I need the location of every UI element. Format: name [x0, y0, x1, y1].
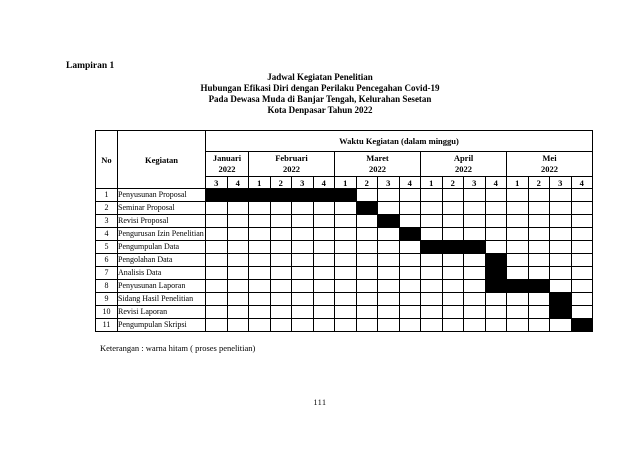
gantt-cell — [485, 189, 507, 202]
gantt-cell — [292, 202, 314, 215]
gantt-cell — [507, 189, 529, 202]
gantt-cell — [227, 228, 249, 241]
gantt-cell — [464, 280, 486, 293]
gantt-cell — [270, 202, 292, 215]
week-number: 3 — [206, 177, 228, 189]
title-line-4: Kota Denpasar Tahun 2022 — [267, 105, 373, 115]
appendix-label: Lampiran 1 — [66, 61, 115, 71]
gantt-cell — [227, 280, 249, 293]
gantt-cell — [227, 202, 249, 215]
gantt-cell — [442, 319, 464, 332]
gantt-cell — [206, 293, 228, 306]
gantt-cell — [292, 293, 314, 306]
table-row — [96, 215, 593, 228]
month-year: 2022 — [218, 164, 236, 174]
gantt-cell — [399, 254, 421, 267]
gantt-cell — [399, 202, 421, 215]
gantt-cell — [571, 189, 593, 202]
gantt-cell-filled — [292, 189, 314, 202]
gantt-cell — [421, 267, 443, 280]
gantt-cell — [507, 202, 529, 215]
gantt-cell — [528, 319, 550, 332]
gantt-cell — [335, 306, 357, 319]
gantt-cell — [571, 241, 593, 254]
gantt-cell-filled — [378, 215, 400, 228]
gantt-cell — [335, 215, 357, 228]
week-number: 4 — [399, 177, 421, 189]
gantt-cell — [335, 202, 357, 215]
week-number: 4 — [571, 177, 593, 189]
gantt-cell — [227, 267, 249, 280]
gantt-cell — [356, 293, 378, 306]
week-number: 4 — [485, 177, 507, 189]
month-name: Mei — [542, 153, 557, 163]
gantt-cell — [421, 319, 443, 332]
gantt-cell — [206, 254, 228, 267]
row-number: 6 — [96, 254, 118, 267]
gantt-cell — [464, 254, 486, 267]
gantt-cell — [378, 241, 400, 254]
gantt-cell — [550, 189, 572, 202]
gantt-cell — [528, 254, 550, 267]
gantt-cell — [378, 189, 400, 202]
activity-label: Penyusunan Proposal — [118, 189, 206, 202]
title-line-3: Pada Dewasa Muda di Banjar Tengah, Kelurahan Sesetan — [208, 94, 432, 104]
month-year: 2022 — [369, 164, 386, 174]
week-number: 1 — [249, 177, 271, 189]
gantt-cell-filled — [313, 189, 335, 202]
gantt-cell — [442, 306, 464, 319]
gantt-cell-filled — [270, 189, 292, 202]
activity-label: Analisis Data — [118, 267, 206, 280]
gantt-cell — [206, 319, 228, 332]
gantt-cell — [442, 189, 464, 202]
gantt-cell — [485, 319, 507, 332]
gantt-cell — [550, 280, 572, 293]
gantt-cell-filled — [356, 202, 378, 215]
gantt-cell — [550, 215, 572, 228]
week-number: 4 — [227, 177, 249, 189]
gantt-cell — [485, 228, 507, 241]
gantt-cell — [270, 306, 292, 319]
row-number: 4 — [96, 228, 118, 241]
gantt-cell — [227, 319, 249, 332]
week-number: 3 — [550, 177, 572, 189]
gantt-cell — [399, 267, 421, 280]
gantt-cell — [249, 202, 271, 215]
table-row — [96, 228, 593, 241]
gantt-cell — [249, 215, 271, 228]
gantt-cell — [227, 254, 249, 267]
gantt-cell — [292, 228, 314, 241]
gantt-cell — [270, 254, 292, 267]
gantt-cell — [378, 293, 400, 306]
gantt-cell — [356, 241, 378, 254]
gantt-cell — [378, 202, 400, 215]
table-row — [96, 280, 593, 293]
gantt-cell — [421, 215, 443, 228]
gantt-cell — [571, 215, 593, 228]
gantt-cell — [550, 228, 572, 241]
gantt-cell — [227, 306, 249, 319]
gantt-cell — [550, 202, 572, 215]
gantt-cell — [292, 280, 314, 293]
gantt-cell — [270, 267, 292, 280]
gantt-cell — [399, 293, 421, 306]
gantt-cell-filled — [206, 189, 228, 202]
gantt-cell — [313, 267, 335, 280]
gantt-cell — [206, 280, 228, 293]
gantt-cell — [206, 228, 228, 241]
gantt-cell-filled — [335, 189, 357, 202]
gantt-cell — [335, 228, 357, 241]
gantt-cell — [442, 293, 464, 306]
gantt-cell — [270, 215, 292, 228]
week-number: 1 — [421, 177, 443, 189]
gantt-cell-filled — [485, 254, 507, 267]
gantt-cell — [464, 202, 486, 215]
gantt-cell — [464, 293, 486, 306]
page-number: 111 — [313, 398, 327, 407]
gantt-cell — [421, 228, 443, 241]
gantt-cell — [292, 254, 314, 267]
gantt-cell — [249, 228, 271, 241]
gantt-cell — [421, 280, 443, 293]
gantt-cell — [249, 254, 271, 267]
table-row — [96, 254, 593, 267]
month-header — [507, 152, 593, 177]
gantt-cell — [313, 215, 335, 228]
activity-label: Seminar Proposal — [118, 202, 206, 215]
gantt-cell — [292, 215, 314, 228]
month-header — [335, 152, 421, 177]
gantt-cell-filled — [464, 241, 486, 254]
gantt-cell — [313, 228, 335, 241]
gantt-cell — [399, 215, 421, 228]
gantt-cell — [442, 280, 464, 293]
gantt-cell — [464, 189, 486, 202]
gantt-cell — [550, 254, 572, 267]
table-row — [96, 202, 593, 215]
gantt-cell — [206, 306, 228, 319]
gantt-cell — [292, 241, 314, 254]
gantt-cell-filled — [507, 280, 529, 293]
month-name: April — [453, 153, 474, 163]
gantt-cell — [399, 241, 421, 254]
gantt-cell — [464, 215, 486, 228]
gantt-cell-filled — [399, 228, 421, 241]
row-number: 2 — [96, 202, 118, 215]
gantt-cell — [507, 306, 529, 319]
gantt-cell — [378, 267, 400, 280]
gantt-cell — [335, 319, 357, 332]
table-row — [96, 306, 593, 319]
month-header — [206, 152, 249, 177]
gantt-cell — [356, 267, 378, 280]
gantt-cell — [571, 306, 593, 319]
gantt-cell — [485, 306, 507, 319]
gantt-cell — [292, 306, 314, 319]
gantt-cell — [249, 293, 271, 306]
gantt-cell — [378, 228, 400, 241]
gantt-cell — [335, 267, 357, 280]
col-header-time: Waktu Kegiatan (dalam minggu) — [206, 131, 593, 152]
gantt-cell — [442, 202, 464, 215]
gantt-cell — [378, 306, 400, 319]
gantt-cell — [485, 202, 507, 215]
gantt-cell — [421, 189, 443, 202]
document-title — [0, 72, 640, 116]
gantt-cell — [571, 228, 593, 241]
col-header-no: No — [96, 131, 118, 189]
gantt-cell-filled — [421, 241, 443, 254]
week-number: 2 — [270, 177, 292, 189]
week-number: 2 — [356, 177, 378, 189]
gantt-cell — [292, 319, 314, 332]
gantt-cell — [378, 319, 400, 332]
gantt-cell — [356, 319, 378, 332]
activity-label: Revisi Proposal — [118, 215, 206, 228]
month-header — [249, 152, 335, 177]
row-number: 10 — [96, 306, 118, 319]
gantt-cell — [249, 319, 271, 332]
gantt-cell — [507, 293, 529, 306]
gantt-cell — [335, 254, 357, 267]
gantt-cell — [335, 241, 357, 254]
week-number: 3 — [292, 177, 314, 189]
gantt-cell — [528, 306, 550, 319]
gantt-cell — [571, 254, 593, 267]
gantt-cell — [292, 267, 314, 280]
gantt-cell — [206, 215, 228, 228]
gantt-cell — [206, 202, 228, 215]
row-number: 11 — [96, 319, 118, 332]
gantt-cell — [464, 306, 486, 319]
gantt-cell — [313, 254, 335, 267]
month-name: Februari — [275, 153, 308, 163]
gantt-cell-filled — [550, 293, 572, 306]
row-number: 3 — [96, 215, 118, 228]
gantt-cell — [356, 280, 378, 293]
gantt-cell — [485, 215, 507, 228]
gantt-cell — [249, 280, 271, 293]
month-year: 2022 — [541, 164, 558, 174]
gantt-cell — [313, 241, 335, 254]
title-line-1: Jadwal Kegiatan Penelitian — [267, 72, 373, 82]
week-number: 3 — [464, 177, 486, 189]
gantt-cell — [421, 254, 443, 267]
week-number: 4 — [313, 177, 335, 189]
legend-note: Keterangan : warna hitam ( proses penelitian) — [100, 343, 256, 353]
gantt-cell — [206, 241, 228, 254]
gantt-cell — [313, 319, 335, 332]
gantt-cell — [507, 267, 529, 280]
activity-label: Pengurusan Izin Penelitian — [118, 228, 206, 241]
gantt-cell — [356, 254, 378, 267]
gantt-cell — [528, 189, 550, 202]
gantt-cell — [313, 202, 335, 215]
gantt-cell-filled — [249, 189, 271, 202]
gantt-cell — [399, 280, 421, 293]
week-number: 1 — [335, 177, 357, 189]
gantt-cell-filled — [227, 189, 249, 202]
gantt-cell — [464, 228, 486, 241]
gantt-cell-filled — [485, 280, 507, 293]
gantt-cell — [571, 202, 593, 215]
activity-label: Sidang Hasil Penelitian — [118, 293, 206, 306]
gantt-cell-filled — [528, 280, 550, 293]
gantt-cell-filled — [442, 241, 464, 254]
gantt-cell — [528, 241, 550, 254]
gantt-cell — [464, 319, 486, 332]
gantt-cell — [313, 280, 335, 293]
gantt-cell — [464, 267, 486, 280]
gantt-cell — [227, 293, 249, 306]
gantt-cell — [571, 267, 593, 280]
gantt-cell — [227, 241, 249, 254]
month-name: Maret — [366, 153, 389, 163]
activity-label: Pengolahan Data — [118, 254, 206, 267]
gantt-cell — [356, 228, 378, 241]
row-number: 7 — [96, 267, 118, 280]
schedule-table — [95, 130, 593, 332]
gantt-cell — [528, 215, 550, 228]
gantt-cell — [335, 280, 357, 293]
gantt-cell — [270, 293, 292, 306]
gantt-cell — [485, 241, 507, 254]
gantt-cell — [378, 280, 400, 293]
gantt-cell — [270, 228, 292, 241]
gantt-cell — [421, 306, 443, 319]
table-row — [96, 241, 593, 254]
title-line-2: Hubungan Efikasi Diri dengan Perilaku Pencegahan Covid-19 — [200, 83, 440, 93]
gantt-cell — [313, 306, 335, 319]
table-row — [96, 267, 593, 280]
activity-label: Pengumpulan Data — [118, 241, 206, 254]
row-number: 8 — [96, 280, 118, 293]
gantt-cell — [550, 241, 572, 254]
gantt-cell — [270, 241, 292, 254]
gantt-cell — [399, 306, 421, 319]
gantt-cell — [249, 241, 271, 254]
activity-label: Penyusunan Laporan — [118, 280, 206, 293]
gantt-cell — [442, 267, 464, 280]
gantt-cell-filled — [550, 306, 572, 319]
row-number: 9 — [96, 293, 118, 306]
gantt-cell — [206, 267, 228, 280]
gantt-cell — [528, 228, 550, 241]
gantt-cell — [550, 319, 572, 332]
gantt-cell — [421, 293, 443, 306]
table-row — [96, 319, 593, 332]
gantt-cell — [528, 202, 550, 215]
table-row — [96, 293, 593, 306]
gantt-cell — [571, 293, 593, 306]
gantt-cell — [528, 267, 550, 280]
gantt-cell — [399, 189, 421, 202]
row-number: 5 — [96, 241, 118, 254]
col-header-activity: Kegiatan — [118, 131, 206, 189]
gantt-cell — [507, 319, 529, 332]
gantt-cell-filled — [485, 267, 507, 280]
week-number: 2 — [528, 177, 550, 189]
table-row — [96, 189, 593, 202]
gantt-cell — [507, 228, 529, 241]
gantt-cell — [356, 215, 378, 228]
week-number: 3 — [378, 177, 400, 189]
month-year: 2022 — [455, 164, 472, 174]
gantt-cell — [356, 189, 378, 202]
gantt-cell — [249, 306, 271, 319]
month-header — [421, 152, 507, 177]
gantt-cell — [313, 293, 335, 306]
gantt-cell — [335, 293, 357, 306]
gantt-cell — [442, 228, 464, 241]
gantt-cell — [227, 215, 249, 228]
week-number: 1 — [507, 177, 529, 189]
gantt-cell — [485, 293, 507, 306]
gantt-cell — [399, 319, 421, 332]
row-number: 1 — [96, 189, 118, 202]
gantt-cell — [528, 293, 550, 306]
gantt-cell — [571, 280, 593, 293]
gantt-cell — [421, 202, 443, 215]
gantt-cell — [249, 267, 271, 280]
gantt-cell — [507, 254, 529, 267]
gantt-cell — [378, 254, 400, 267]
gantt-cell — [507, 215, 529, 228]
gantt-cell — [507, 241, 529, 254]
month-name: Januari — [212, 153, 242, 163]
gantt-cell — [442, 215, 464, 228]
gantt-cell-filled — [571, 319, 593, 332]
gantt-cell — [356, 306, 378, 319]
gantt-cell — [270, 319, 292, 332]
gantt-cell — [442, 254, 464, 267]
activity-label: Revisi Laporan — [118, 306, 206, 319]
week-number: 2 — [442, 177, 464, 189]
activity-label: Pengumpulan Skripsi — [118, 319, 206, 332]
month-year: 2022 — [283, 164, 300, 174]
gantt-cell — [270, 280, 292, 293]
gantt-cell — [550, 267, 572, 280]
